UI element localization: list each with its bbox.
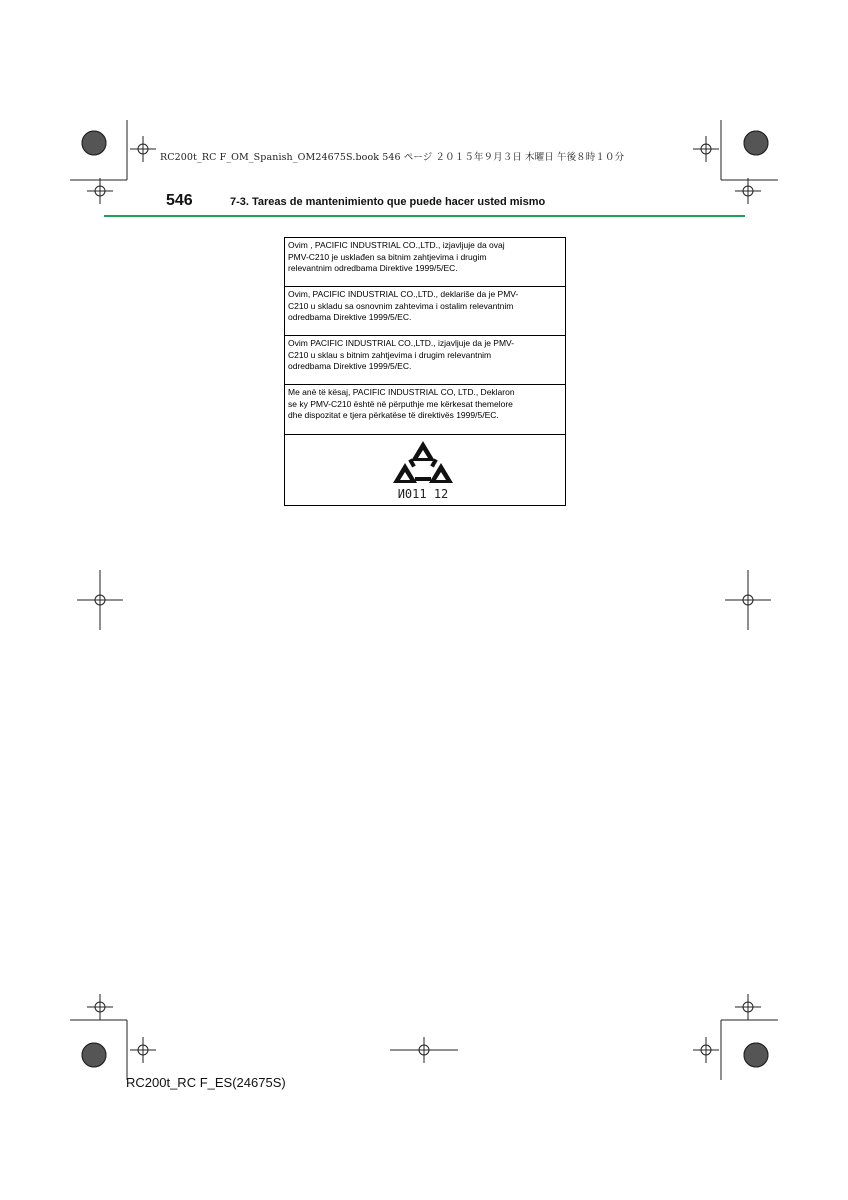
certification-code: И011 12 — [397, 487, 449, 501]
footer-document-code: RC200t_RC F_ES(24675S) — [126, 1075, 286, 1090]
print-slug: RC200t_RC F_OM_Spanish_OM24675S.book 546 ページ ２０１５年９月３日 木曜日 午後８時１０分 — [160, 152, 625, 163]
declaration-serbian: Ovim, PACIFIC INDUSTRIAL CO.,LTD., deklariše da je PMV- C210 u skladu sa osnovnim zahtevima i ostalim relevantnim odredbama Direktive 1999/5/EC. — [285, 287, 565, 336]
page-number: 546 — [166, 192, 193, 209]
section-title: 7-3. Tareas de mantenimiento que puede hacer usted mismo — [230, 196, 546, 208]
declaration-croatian: Ovim PACIFIC INDUSTRIAL CO.,LTD., izjavljuje da je PMV- C210 u sklau s bitnim zahtjevima i drugim relevantnim odredbama Direktive 1999/5/EC. — [285, 336, 565, 385]
declaration-bosnian: Ovim , PACIFIC INDUSTRIAL CO.,LTD., izjavljuje da ovaj PMV-C210 je usklađen sa bitnim zahtjevima i drugim relevantnim odredbama Direktive 1999/5/EC. — [285, 238, 565, 287]
declaration-albanian: Me anë të kësaj, PACIFIC INDUSTRIAL CO, LTD., Deklaron se ky PMV-C210 është në përputhje me kërkesat themelore dhe dispozitat e tjera përkatëse të direktivës 1999/5/EC. — [285, 385, 565, 435]
